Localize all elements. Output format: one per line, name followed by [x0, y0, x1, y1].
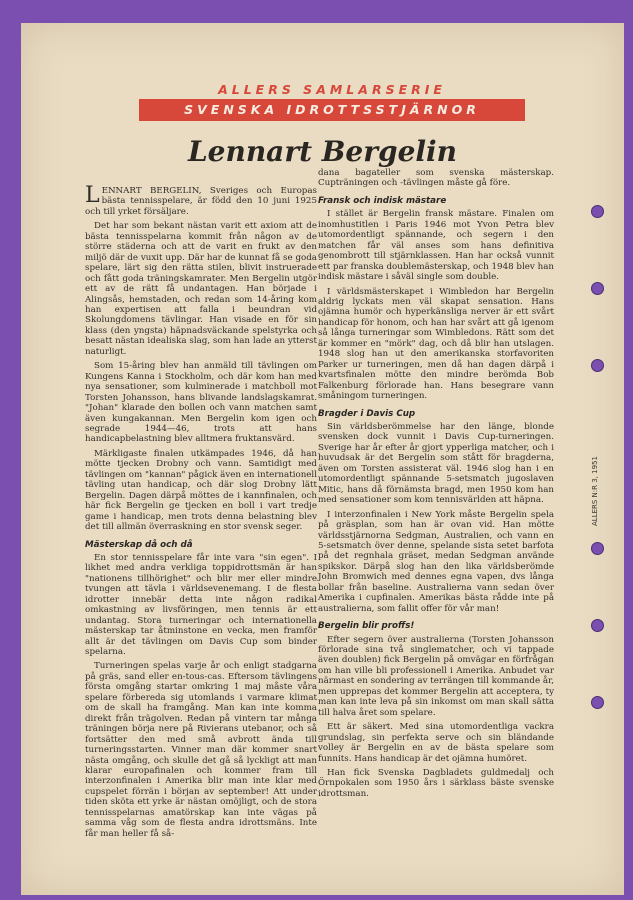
page-title: Lennart Bergelin: [187, 135, 458, 168]
binder-hole-icon: [591, 282, 604, 295]
binder-hole-icon: [591, 696, 604, 709]
paragraph: Som 15-åring blev han anmäld till tävlingen om Kungens Kanna i Stockholm, och där kom han med nya sensationer, som kulminerade i matchboll mot Torsten Johansson, hans blivande landslagskamrat. "Johan" klarade den bollen och vann matchen samt även kungakannan. Men Bergelin kom igen och segrade 1944—46, trots att hans handicapbelastning blev alltmera fruktansvärd.: [85, 361, 317, 445]
paragraph: LENNART BERGELIN, Sveriges och Europas bästa tennisspelare, är född den 10 juni 1925 och till yrket försäljare.: [85, 183, 317, 217]
paragraph: Märkligaste finalen utkämpades 1946, då han mötte tjecken Drobny och vann. Samtidigt med tävlingen om "kannan" pågick även en internationell tävling utan handicap, och där slog Drobny lätt Bergelin. Dagen därpå möttes de i kannfinalen, och här fick Bergelin ge tjecken en boll i vart tredje game i handicap, men trots denna belastning blev det till allmän överraskning en stor svensk seger.: [85, 448, 317, 533]
section-heading: Fransk och indisk mästare: [318, 195, 447, 206]
binder-hole-icon: [591, 619, 604, 632]
paragraph: Efter segern över australierna (Torsten Johansson förlorade sina två singlematcher, och vi tappade även doublen) fick Bergelin på omvägar en förfrågan om han ville bli professionell i Amerika. Anbudet var närmast en sondering av terrängen till kommande år, men upprepas det kommer Bergelin att acceptera, ty man kan inte leva på sin inkomst om man skall sätta till halva året som spelare.: [318, 634, 554, 718]
issue-note: ALLERS N:R 3, 1951: [591, 456, 599, 526]
paragraph: I interzonfinalen i New York måste Bergelin spela på gräsplan, som han är ovan vid. Han mötte världsstjärnorna Sedgman, Australien, och vann en 5-setsmatch över denne, spelande sista setet barfota på det regnhala gräset, medan Sedgman använde spikskor. Därpå slog han den lika världsberömde John Bromwich med dennes egna vapen, dvs långa bollar från baseline. Australierna vann sedan över Amerika i cupfinalen. Amerikas bästa rådde inte på australierna, som fallit offer för vår man!: [318, 509, 554, 614]
section-heading: Bragder i Davis Cup: [318, 408, 416, 419]
binder-hole-icon: [591, 542, 604, 555]
paragraph: Han fick Svenska Dagbladets guldmedalj och Örnpokalen som 1950 års i särklass bäste svenske idrottsman.: [318, 768, 554, 799]
paragraph: I stället är Bergelin fransk mästare. Finalen om inomhustitlen i Paris 1946 mot Yvon Petra blev utomordentligt spännande, och segern i den matchen får väl anses som hans definitiva genombrott till stjärnklassen. Han har också vunnit ett par franska doublemästerskap, och 1948 blev han indisk mästare i såväl single som double.: [318, 209, 554, 283]
binder-hole-icon: [591, 359, 604, 372]
paragraph: I världsmästerskapet i Wimbledon har Bergelin aldrig lyckats men väl skapat sensation. Hans ojämna humör och hyperkänsliga nerver är ett svårt handicap för honom, och han har svårt att gå igenom så långa turneringar som Wimbledons. Rätt som det är kommer en "mörk" dag, och då blir han utslagen. 1948 slog han ut den amerikanska storfavoriten Parker ur turneringen, men då han dagen därpå i kvartsfinalen mötte den mindre berömda Bob Falkenburg förlorade han. Hans besegrare vann småningom turneringen.: [318, 286, 554, 402]
paragraph: dana bagateller som svenska mästerskap. Cupträningen och -tävlingen måste gå före.: [318, 168, 554, 189]
paragraph: Det har som bekant nästan varit ett axiom att de bästa tennisspelarna kommit från någon av de större städerna och att de varit en frukt av den miljö där de vuxit upp. Där har de kunnat få se goda spelare, lärt sig den rätta stilen, blivit instruerade och fått goda träningskamrater. Men Bergelin utgör ett av de rätt få undantagen. Han började i Alingsås, hemstaden, och redan som 14-åring kom han expertisen att falla i beundran vid Skolungdomens tävlingar. Han visade en för sin klass (den yngsta) häpnadsväckande spelstyrka och besatt nästan idealiska slag, som han lade an ytterst naturligt.: [85, 221, 317, 357]
section-heading: Bergelin blir proffs!: [318, 621, 415, 632]
subseries-banner: SVENSKA IDROTTSSTJÄRNOR: [139, 99, 525, 121]
section-heading: Mästerskap då och då: [85, 539, 193, 550]
left-column: [85, 183, 317, 843]
document-page: [21, 23, 624, 895]
right-column: [318, 168, 554, 803]
binder-hole-icon: [591, 205, 604, 218]
paragraph: Sin världsberömmelse har den länge, blonde svensken dock vunnit i Davis Cup-turneringen. Sverige har år efter år gjort ypperliga matcher, och i huvudsak är det Bergelin som stått för bragderna, även om Torsten assisterat väl. 1946 slog han i en utomordentligt spännande 5-setsmatch jugoslaven Mitic, hans då förnämsta bragd, men 1950 kom han med sensationer som kom tennisvärlden att häpna.: [318, 421, 554, 506]
paragraph: Ett är säkert. Med sina utomordentliga vackra grundslag, sin perfekta serve och sin bländande volley är Bergelin en av de bästa spelare som funnits. Hans handicap är det ojämna humöret.: [318, 722, 554, 764]
paragraph: En stor tennisspelare får inte vara "sin egen". I likhet med andra verkliga toppidrottsmän är han "nationens tillhörighet" och blir mer eller mindre tvungen att tävla i världsevenemang. I de flesta idrotter innebär detta inte någon radikal omkastning av livsföringen, men tennis är ett undantag. Stora turneringar och internationella mästerskap tar åtminstone en vecka, men framför allt är det tävlingen om Davis Cup som binder spelarna.: [85, 552, 317, 658]
paragraph: Turneringen spelas varje år och enligt stadgarna på gräs, sand eller en-tous-cas. Eftersom tävlingens första omgång startar omkring 1 maj måste våra spelare förbereda sig utomlands i varmare klimat om de skall ha framgång. Man kan inte komma direkt från trägolven. Redan på vintern tar många träningen börja nere på Rivierans utebanor, och så fortsätter den med små avbrott ända till turneringsstarten. Vinner man där kommer snart nästa omgång, och skulle det gå så lyckligt att man klarar europafinalen och kommer fram till interzonfinalen i Amerika blir man inte klar med cupspelet förrän i början av september! Att under tiden sköta ett yrke är nästan omöjligt, och de stora tennisspelarnas amatörskap kan inte vägas på samma våg som de flesta andra idrottsmäns. Inte får man heller få så-: [85, 661, 317, 839]
series-banner: ALLERS SAMLARSERIE: [218, 82, 446, 97]
